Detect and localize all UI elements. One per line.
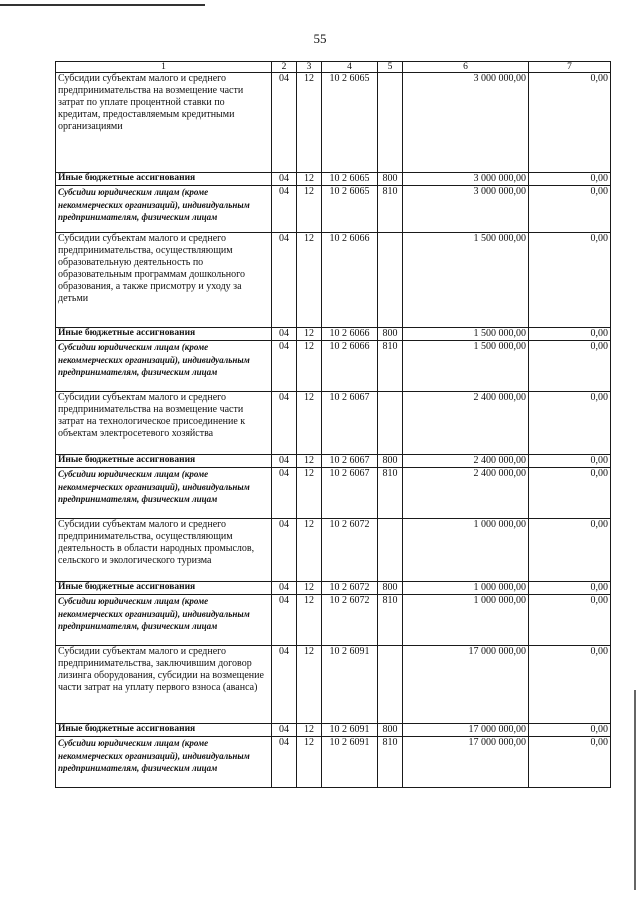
- cell-subsection: 12: [297, 73, 322, 173]
- cell-subsection: 12: [297, 519, 322, 582]
- cell-expense-type: 800: [378, 582, 403, 595]
- cell-section: 04: [272, 233, 297, 328]
- cell-amount-2: 0,00: [529, 646, 611, 724]
- cell-target-code: 10 2 6066: [322, 341, 378, 392]
- table-row: [56, 341, 611, 392]
- cell-amount: 2 400 000,00: [403, 455, 529, 468]
- table-row: [56, 582, 611, 595]
- cell-amount: 1 000 000,00: [403, 582, 529, 595]
- cell-subsection: 12: [297, 582, 322, 595]
- row-name: Иные бюджетные ассигнования: [56, 724, 272, 737]
- cell-subsection: 12: [297, 392, 322, 455]
- cell-subsection: 12: [297, 646, 322, 724]
- column-header: 3: [297, 62, 322, 73]
- row-name: Субсидии субъектам малого и среднего предпринимательства на возмещение части затрат на технологическое присоединение к объектам электросетевого хозяйства: [56, 392, 272, 455]
- cell-section: 04: [272, 646, 297, 724]
- cell-section: 04: [272, 392, 297, 455]
- cell-expense-type: 810: [378, 341, 403, 392]
- cell-amount-2: 0,00: [529, 595, 611, 646]
- column-header: 2: [272, 62, 297, 73]
- cell-amount-2: 0,00: [529, 328, 611, 341]
- row-name: Иные бюджетные ассигнования: [56, 455, 272, 468]
- table-body: [56, 62, 611, 788]
- cell-section: 04: [272, 468, 297, 519]
- cell-section: 04: [272, 455, 297, 468]
- cell-target-code: 10 2 6072: [322, 519, 378, 582]
- cell-section: 04: [272, 582, 297, 595]
- cell-section: 04: [272, 737, 297, 788]
- cell-subsection: 12: [297, 595, 322, 646]
- table-row: [56, 519, 611, 582]
- table-row: [56, 646, 611, 724]
- cell-target-code: 10 2 6065: [322, 173, 378, 186]
- cell-amount-2: 0,00: [529, 455, 611, 468]
- cell-section: 04: [272, 595, 297, 646]
- cell-amount-2: 0,00: [529, 582, 611, 595]
- column-header: 1: [56, 62, 272, 73]
- cell-amount: 2 400 000,00: [403, 468, 529, 519]
- cell-amount-2: 0,00: [529, 186, 611, 233]
- row-name: Иные бюджетные ассигнования: [56, 328, 272, 341]
- table-row: [56, 455, 611, 468]
- cell-target-code: 10 2 6065: [322, 73, 378, 173]
- cell-target-code: 10 2 6072: [322, 595, 378, 646]
- cell-amount: 17 000 000,00: [403, 646, 529, 724]
- cell-section: 04: [272, 186, 297, 233]
- cell-amount-2: 0,00: [529, 468, 611, 519]
- cell-section: 04: [272, 328, 297, 341]
- cell-subsection: 12: [297, 186, 322, 233]
- cell-expense-type: [378, 646, 403, 724]
- cell-expense-type: 800: [378, 455, 403, 468]
- budget-table: [55, 61, 611, 788]
- table-row: [56, 173, 611, 186]
- cell-amount: 3 000 000,00: [403, 73, 529, 173]
- cell-expense-type: 800: [378, 173, 403, 186]
- column-header: 7: [529, 62, 611, 73]
- cell-expense-type: [378, 519, 403, 582]
- cell-amount: 1 000 000,00: [403, 519, 529, 582]
- cell-amount-2: 0,00: [529, 737, 611, 788]
- cell-expense-type: [378, 392, 403, 455]
- cell-subsection: 12: [297, 233, 322, 328]
- table-row: [56, 233, 611, 328]
- cell-target-code: 10 2 6066: [322, 328, 378, 341]
- row-name: Субсидии юридическим лицам (кроме некоммерческих организаций), индивидуальным предпринимателям, физическим лицам: [56, 595, 272, 646]
- scan-edge-right: [634, 690, 636, 890]
- cell-amount: 17 000 000,00: [403, 737, 529, 788]
- cell-expense-type: 800: [378, 328, 403, 341]
- cell-target-code: 10 2 6067: [322, 455, 378, 468]
- cell-amount-2: 0,00: [529, 519, 611, 582]
- table-row: [56, 328, 611, 341]
- table-row: [56, 724, 611, 737]
- cell-expense-type: 810: [378, 468, 403, 519]
- row-name: Субсидии субъектам малого и среднего предпринимательства на возмещение части затрат по уплате процентной ставки по кредитам, предоставляемым кредитными организациями: [56, 73, 272, 173]
- cell-expense-type: [378, 233, 403, 328]
- cell-subsection: 12: [297, 724, 322, 737]
- cell-target-code: 10 2 6065: [322, 186, 378, 233]
- cell-target-code: 10 2 6091: [322, 737, 378, 788]
- cell-target-code: 10 2 6091: [322, 646, 378, 724]
- cell-section: 04: [272, 341, 297, 392]
- cell-subsection: 12: [297, 468, 322, 519]
- cell-amount-2: 0,00: [529, 392, 611, 455]
- cell-subsection: 12: [297, 455, 322, 468]
- table-row: [56, 595, 611, 646]
- cell-subsection: 12: [297, 328, 322, 341]
- table-row: [56, 186, 611, 233]
- cell-amount-2: 0,00: [529, 724, 611, 737]
- cell-subsection: 12: [297, 173, 322, 186]
- cell-section: 04: [272, 724, 297, 737]
- cell-amount-2: 0,00: [529, 173, 611, 186]
- cell-expense-type: 810: [378, 186, 403, 233]
- table-row: [56, 73, 611, 173]
- cell-expense-type: [378, 73, 403, 173]
- cell-section: 04: [272, 73, 297, 173]
- row-name: Субсидии юридическим лицам (кроме некоммерческих организаций), индивидуальным предпринимателям, физическим лицам: [56, 186, 272, 233]
- cell-amount: 1 500 000,00: [403, 328, 529, 341]
- cell-subsection: 12: [297, 341, 322, 392]
- cell-subsection: 12: [297, 737, 322, 788]
- header-row: [56, 62, 611, 73]
- table-row: [56, 392, 611, 455]
- column-header: 6: [403, 62, 529, 73]
- table-row: [56, 468, 611, 519]
- cell-target-code: 10 2 6067: [322, 468, 378, 519]
- cell-amount: 1 500 000,00: [403, 341, 529, 392]
- row-name: Иные бюджетные ассигнования: [56, 173, 272, 186]
- cell-expense-type: 810: [378, 737, 403, 788]
- column-header: 4: [322, 62, 378, 73]
- row-name: Субсидии юридическим лицам (кроме некоммерческих организаций), индивидуальным предпринимателям, физическим лицам: [56, 737, 272, 788]
- table-row: [56, 737, 611, 788]
- row-name: Субсидии юридическим лицам (кроме некоммерческих организаций), индивидуальным предпринимателям, физическим лицам: [56, 468, 272, 519]
- cell-amount-2: 0,00: [529, 73, 611, 173]
- cell-target-code: 10 2 6091: [322, 724, 378, 737]
- cell-target-code: 10 2 6072: [322, 582, 378, 595]
- cell-target-code: 10 2 6067: [322, 392, 378, 455]
- page-number: 55: [313, 31, 327, 46]
- row-name: Субсидии субъектам малого и среднего предпринимательства, осуществляющим образовательную деятельность по образовательным программам дошкольного образования, а также присмотру и уходу за детьми: [56, 233, 272, 328]
- column-header: 5: [378, 62, 403, 73]
- row-name: Субсидии субъектам малого и среднего предпринимательства, заключившим договор лизинга оборудования, субсидии на возмещение части затрат на уплату первого взноса (аванса): [56, 646, 272, 724]
- row-name: Субсидии юридическим лицам (кроме некоммерческих организаций), индивидуальным предпринимателям, физическим лицам: [56, 341, 272, 392]
- row-name: Иные бюджетные ассигнования: [56, 582, 272, 595]
- cell-section: 04: [272, 519, 297, 582]
- cell-amount-2: 0,00: [529, 341, 611, 392]
- cell-amount: 2 400 000,00: [403, 392, 529, 455]
- scan-edge-top: [0, 4, 205, 6]
- cell-amount: 1 500 000,00: [403, 233, 529, 328]
- cell-expense-type: 800: [378, 724, 403, 737]
- cell-amount: 3 000 000,00: [403, 186, 529, 233]
- cell-expense-type: 810: [378, 595, 403, 646]
- cell-amount: 17 000 000,00: [403, 724, 529, 737]
- cell-amount: 1 000 000,00: [403, 595, 529, 646]
- cell-section: 04: [272, 173, 297, 186]
- cell-target-code: 10 2 6066: [322, 233, 378, 328]
- cell-amount-2: 0,00: [529, 233, 611, 328]
- cell-amount: 3 000 000,00: [403, 173, 529, 186]
- row-name: Субсидии субъектам малого и среднего предпринимательства, осуществляющим деятельность в области народных промыслов, сельского и экологического туризма: [56, 519, 272, 582]
